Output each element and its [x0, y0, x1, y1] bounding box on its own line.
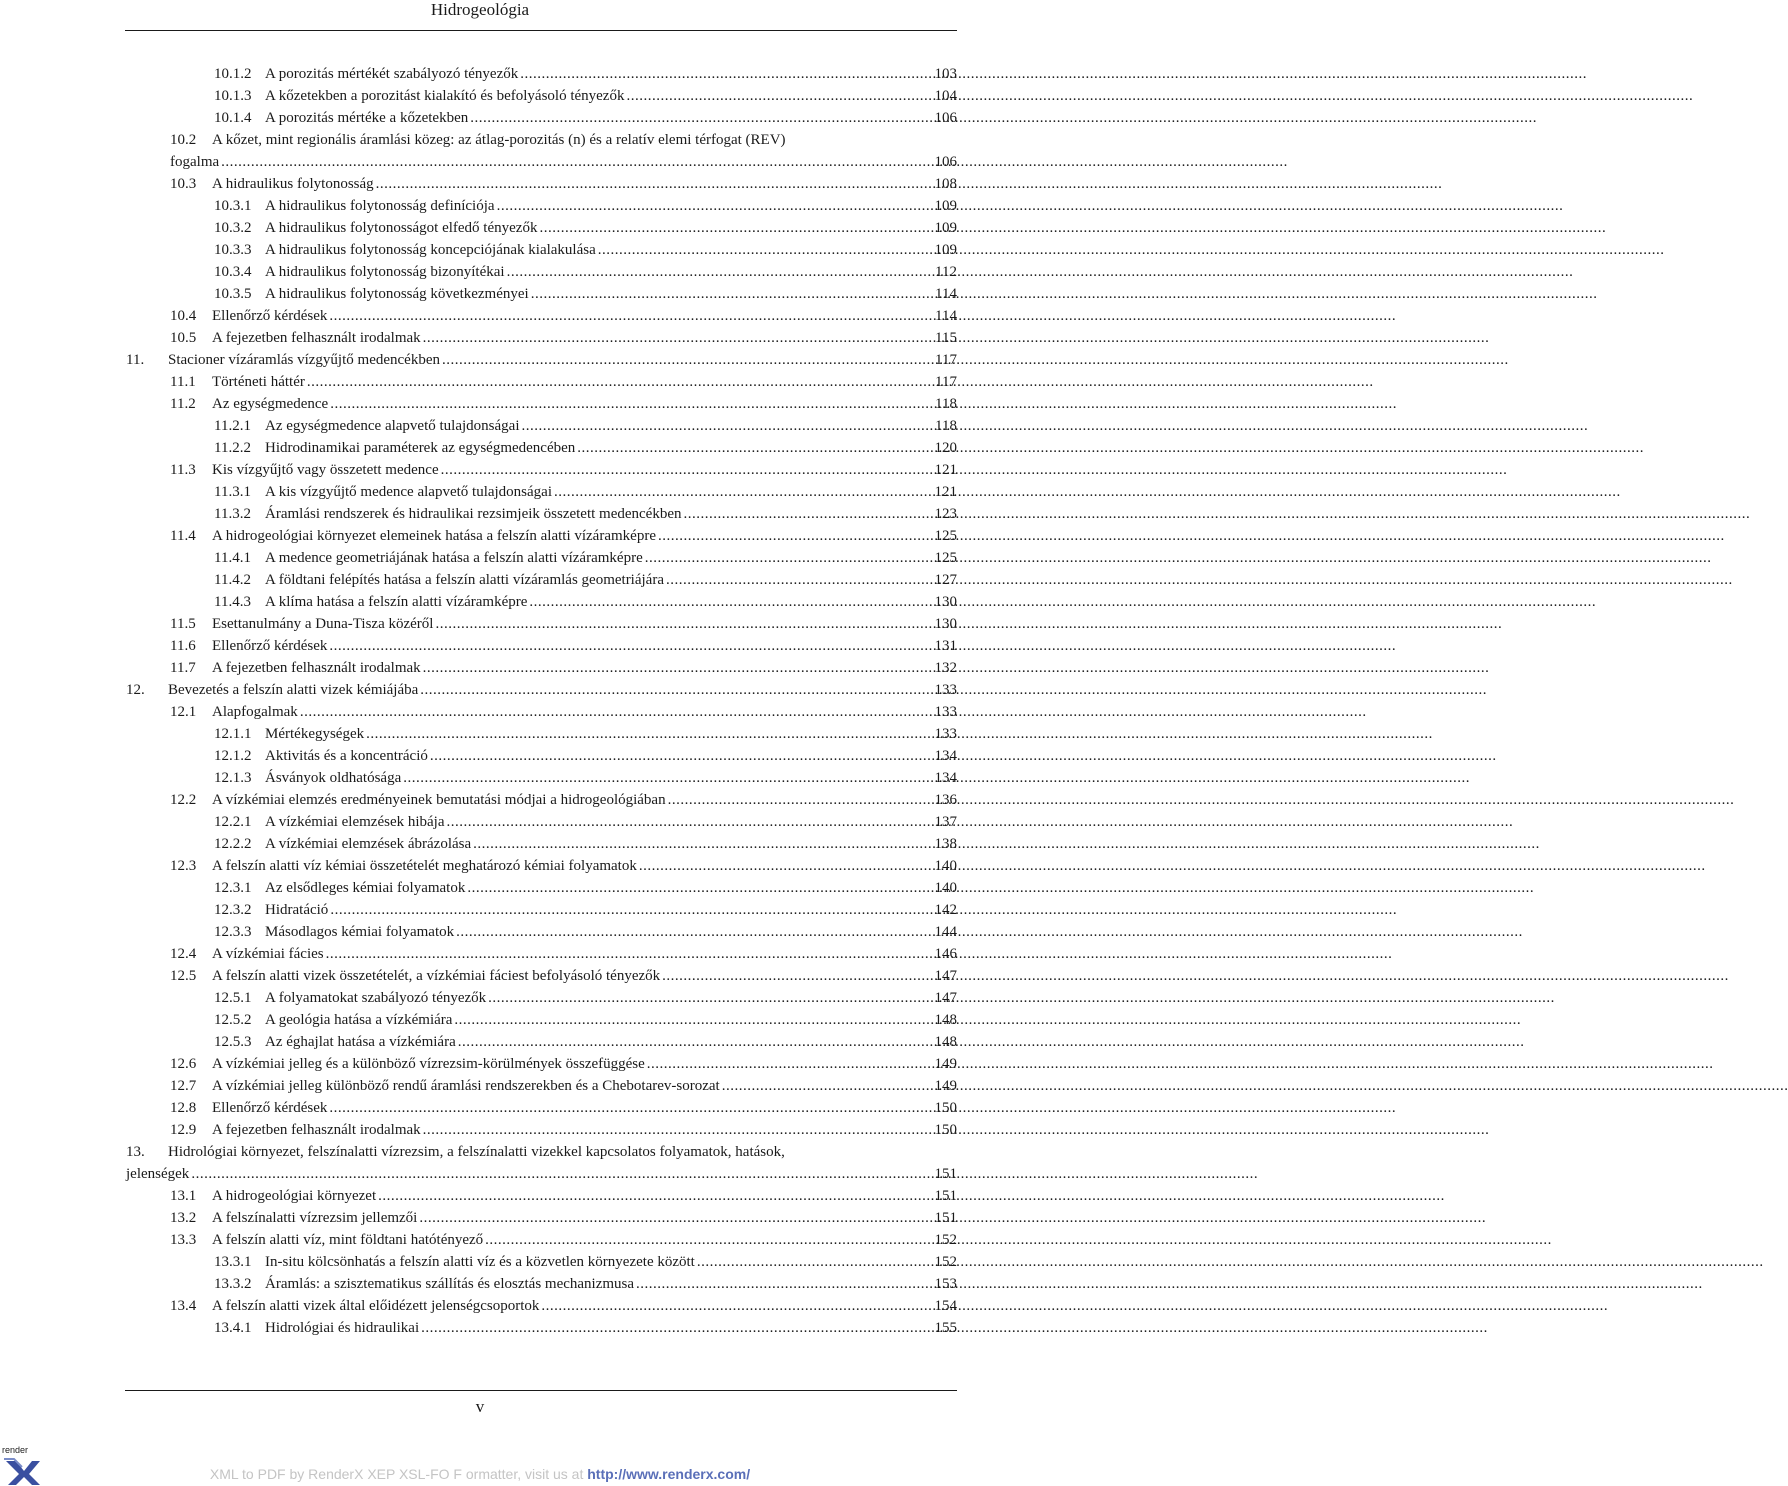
toc-dot-leader	[539, 217, 931, 239]
toc-entry-title: A fejezetben felhasznált irodalmak	[212, 660, 421, 676]
toc-entry-number: 10.3.1	[214, 198, 252, 214]
toc-entry[interactable]	[170, 327, 957, 349]
toc-entry-title: Bevezetés a felszín alatti vizek kémiájába	[168, 682, 419, 698]
toc-entry-number: 12.1.3	[214, 770, 252, 786]
toc-entry-first-line[interactable]	[126, 1141, 785, 1163]
toc-entry[interactable]	[214, 767, 957, 789]
toc-entry-title: Hidrológiai és hidraulikai	[265, 1320, 420, 1336]
toc-dot-leader	[366, 723, 931, 745]
toc-entry-number: 10.1.2	[214, 66, 252, 82]
toc-entry-page: 133	[934, 726, 957, 742]
toc-entry-page: 114	[935, 308, 957, 324]
toc-dot-leader	[329, 305, 931, 327]
toc-entry-number: 12.5.1	[214, 990, 252, 1006]
toc-entry[interactable]	[170, 855, 957, 877]
toc-entry[interactable]	[214, 63, 957, 85]
toc-dot-leader	[485, 1229, 931, 1251]
toc-entry[interactable]	[214, 1031, 957, 1053]
footer-rule	[125, 1390, 957, 1391]
toc-entry-title: Ellenőrző kérdések	[212, 638, 328, 654]
toc-entry-number: 10.3.2	[214, 220, 252, 236]
toc-entry-number: 11.2.2	[214, 440, 251, 456]
toc-entry-title: Az egységmedence alapvető tulajdonságai	[265, 418, 520, 434]
toc-entry-page: 131	[934, 638, 957, 654]
toc-entry-title: Aktivitás és a koncentráció	[265, 748, 428, 764]
toc-dot-leader	[598, 239, 931, 261]
toc-entry-number: 11.	[126, 352, 145, 368]
toc-entry-title: A medence geometriájának hatása a felszín alatti vízáramképre	[265, 550, 643, 566]
toc-entry[interactable]	[214, 833, 957, 855]
toc-entry-title: Áramlás: a szisztematikus szállítás és elosztás mechanizmusa	[265, 1276, 635, 1292]
toc-entry[interactable]	[214, 239, 957, 261]
toc-dot-leader	[636, 1273, 931, 1295]
toc-entry-continuation[interactable]	[126, 1163, 957, 1185]
toc-dot-leader	[456, 921, 931, 943]
toc-entry[interactable]	[214, 107, 957, 129]
toc-entry[interactable]	[214, 437, 957, 459]
toc-entry-page: 106	[934, 110, 957, 126]
toc-dot-leader	[378, 1185, 931, 1207]
toc-dot-leader	[430, 745, 931, 767]
toc-entry-number: 12.7	[170, 1078, 197, 1094]
toc-entry-title: A fejezetben felhasznált irodalmak	[212, 330, 421, 346]
toc-entry[interactable]	[170, 1295, 957, 1317]
toc-entry[interactable]	[170, 657, 957, 679]
toc-entry-number: 12.2.1	[214, 814, 252, 830]
toc-entry-page: 147	[934, 968, 957, 984]
toc-entry-title: Stacioner vízáramlás vízgyűjtő medencékben	[168, 352, 440, 368]
toc-entry-number: 10.1.3	[214, 88, 252, 104]
toc-dot-leader	[191, 1163, 931, 1185]
toc-entry-page: 130	[934, 594, 957, 610]
toc-entry-number: 13.1	[170, 1188, 197, 1204]
toc-entry-page: 133	[934, 682, 957, 698]
toc-dot-leader	[329, 1097, 931, 1119]
toc-entry-number: 13.3.2	[214, 1276, 252, 1292]
toc-entry-page: 109	[934, 242, 957, 258]
toc-entry-title: Alapfogalmak	[212, 704, 298, 720]
toc-entry-title: A felszínalatti vízrezsim jellemzői	[212, 1210, 418, 1226]
toc-entry-title: A felszín alatti víz kémiai összetételét meghatározó kémiai folyamatok	[212, 858, 637, 874]
toc-entry-page: 151	[934, 1210, 957, 1226]
toc-dot-leader	[458, 1031, 931, 1053]
toc-entry-page: 120	[934, 440, 957, 456]
toc-entry-page: 117	[935, 352, 957, 368]
toc-entry-number: 11.3	[170, 462, 196, 478]
toc-dot-leader	[300, 701, 931, 723]
toc-entry-title: A hidraulikus folytonosság koncepciójának kialakulása	[265, 242, 596, 258]
toc-entry-page: 123	[934, 506, 957, 522]
toc-entry-page: 125	[934, 528, 957, 544]
toc-dot-leader	[647, 1053, 931, 1075]
toc-entry-title: A porozitás mértéke a kőzetekben	[265, 110, 469, 126]
toc-entry-page: 115	[935, 330, 957, 346]
toc-entry-page: 134	[934, 770, 957, 786]
toc-entry[interactable]	[170, 1119, 957, 1141]
toc-entry-page: 151	[934, 1166, 957, 1182]
toc-dot-leader	[488, 987, 931, 1009]
toc-entry-title: A vízkémiai elemzések hibája	[265, 814, 445, 830]
toc-entry-page: 150	[934, 1100, 957, 1116]
footer-text: XML to PDF by RenderX XEP XSL-FO F ormatter, visit us at	[209, 1466, 588, 1482]
toc-entry-title: A hidrogeológiai környezet	[212, 1188, 377, 1204]
toc-dot-leader	[307, 371, 931, 393]
toc-entry-number: 10.3.4	[214, 264, 252, 280]
toc-entry-page: 152	[934, 1232, 957, 1248]
toc-dot-leader	[421, 1317, 931, 1339]
toc-entry-number: 12.2.2	[214, 836, 252, 852]
toc-entry[interactable]	[170, 173, 957, 195]
toc-dot-leader	[470, 107, 931, 129]
toc-dot-leader	[330, 393, 931, 415]
toc-dot-leader	[662, 965, 931, 987]
toc-dot-leader	[420, 679, 931, 701]
toc-entry-number: 12.1.1	[214, 726, 252, 742]
toc-entry-title: A hidraulikus folytonosság bizonyítékai	[265, 264, 505, 280]
toc-entry-title: A hidraulikus folytonosság definíciója	[265, 198, 495, 214]
toc-dot-leader	[666, 569, 931, 591]
toc-entry-title: Hidratáció	[265, 902, 329, 918]
toc-dot-leader	[442, 349, 931, 371]
toc-entry[interactable]	[214, 283, 957, 305]
toc-entry-title: A hidraulikus folytonosságot elfedő tényezők	[265, 220, 538, 236]
toc-entry[interactable]	[170, 459, 957, 481]
toc-entry[interactable]	[214, 85, 957, 107]
toc-dot-leader	[577, 437, 931, 459]
toc-entry-page: 118	[935, 396, 957, 412]
toc-entry-number: 13.3	[170, 1232, 197, 1248]
toc-entry[interactable]	[170, 1207, 957, 1229]
toc-entry-number: 13.4.1	[214, 1320, 252, 1336]
toc-entry-page: 147	[934, 990, 957, 1006]
toc-entry[interactable]	[170, 789, 957, 811]
toc-entry-title: Az elsődleges kémiai folyamatok	[265, 880, 466, 896]
toc-entry-page: 106	[934, 154, 957, 170]
toc-entry-page: 133	[934, 704, 957, 720]
toc-entry[interactable]	[170, 965, 957, 987]
toc-entry-title-continued: fogalma	[170, 154, 220, 170]
toc-entry[interactable]	[170, 701, 957, 723]
toc-entry[interactable]	[214, 217, 957, 239]
toc-entry-number: 10.3.3	[214, 242, 252, 258]
toc-entry-title: In-situ kölcsönhatás a felszín alatti víz és a közvetlen környezete között	[265, 1254, 695, 1270]
toc-entry-page: 138	[934, 836, 957, 852]
toc-entry[interactable]	[214, 1251, 957, 1273]
toc-entry-title: Ellenőrző kérdések	[212, 1100, 328, 1116]
toc-dot-leader	[554, 481, 931, 503]
toc-dot-leader	[639, 855, 931, 877]
toc-entry[interactable]	[170, 1053, 957, 1075]
toc-entry-title: A vízkémiai fácies	[212, 946, 324, 962]
toc-entry-first-line[interactable]	[170, 129, 786, 151]
toc-entry-page: 109	[934, 198, 957, 214]
toc-entry-number: 11.7	[170, 660, 196, 676]
toc-entry[interactable]	[170, 525, 957, 547]
toc-entry[interactable]	[214, 921, 957, 943]
generator-footer	[0, 1466, 960, 1482]
toc-entry-title: A vízkémiai jelleg különböző rendű áramlási rendszerekben és a Chebotarev-sorozat	[212, 1078, 720, 1094]
toc-entry-number: 11.4.2	[214, 572, 251, 588]
toc-entry-number: 12.1	[170, 704, 197, 720]
toc-entry-number: 13.	[126, 1144, 145, 1160]
toc-entry-title: A kőzetekben a porozitást kialakító és befolyásoló tényezők	[265, 88, 625, 104]
toc-dot-leader	[541, 1295, 931, 1317]
toc-entry-number: 12.3.3	[214, 924, 252, 940]
toc-entry-title: A felszín alatti vizek összetételét, a vízkémiai fáciest befolyásoló tényezők	[212, 968, 661, 984]
toc-entry[interactable]	[214, 415, 957, 437]
toc-entry-page: 142	[934, 902, 957, 918]
toc-dot-leader	[419, 1207, 931, 1229]
toc-entry-title: Másodlagos kémiai folyamatok	[265, 924, 455, 940]
toc-entry-page: 136	[934, 792, 957, 808]
toc-entry-title: Esettanulmány a Duna-Tisza közéről	[212, 616, 434, 632]
toc-entry[interactable]	[214, 503, 957, 525]
toc-dot-leader	[668, 789, 931, 811]
toc-dot-leader	[529, 591, 931, 613]
toc-entry-number: 12.3.1	[214, 880, 252, 896]
toc-entry[interactable]	[170, 393, 957, 415]
toc-entry-number: 11.2	[170, 396, 196, 412]
toc-entry-number: 12.5.3	[214, 1034, 252, 1050]
toc-entry-number: 10.2	[170, 132, 197, 148]
toc-entry-title: Kis vízgyűjtő vagy összetett medence	[212, 462, 439, 478]
toc-entry[interactable]	[170, 943, 957, 965]
toc-entry-title: A folyamatokat szabályozó tényezők	[265, 990, 487, 1006]
toc-entry-page: 104	[934, 88, 957, 104]
toc-dot-leader	[441, 459, 931, 481]
toc-dot-leader	[435, 613, 931, 635]
toc-entry-number: 13.2	[170, 1210, 197, 1226]
toc-entry-number: 12.3.2	[214, 902, 252, 918]
toc-entry-title: A kőzet, mint regionális áramlási közeg: az átlag-porozitás (n) és a relatív elemi térfogat (REV)	[212, 132, 786, 148]
toc-entry-page: 125	[934, 550, 957, 566]
toc-entry[interactable]	[214, 481, 957, 503]
toc-dot-leader	[722, 1075, 931, 1097]
toc-entry-number: 12.5.2	[214, 1012, 252, 1028]
toc-entry-number: 13.3.1	[214, 1254, 252, 1270]
toc-dot-leader	[507, 261, 931, 283]
toc-entry-page: 150	[934, 1122, 957, 1138]
toc-dot-leader	[423, 657, 931, 679]
toc-entry-page: 108	[934, 176, 957, 192]
toc-entry-title: A felszín alatti víz, mint földtani hatótényező	[212, 1232, 484, 1248]
toc-entry-number: 11.4	[170, 528, 196, 544]
toc-dot-leader	[473, 833, 931, 855]
toc-entry-page: 152	[934, 1254, 957, 1270]
toc-entry-page: 112	[935, 264, 957, 280]
toc-entry-title: Ásványok oldhatósága	[265, 770, 402, 786]
toc-entry-title-continued: jelenségek	[126, 1166, 190, 1182]
toc-entry-number: 12.1.2	[214, 748, 252, 764]
toc-dot-leader	[626, 85, 931, 107]
toc-entry-title: Mértékegységek	[265, 726, 365, 742]
toc-entry[interactable]	[214, 591, 957, 613]
toc-dot-leader	[684, 503, 932, 525]
toc-entry-title: A porozitás mértékét szabályozó tényezők	[265, 66, 519, 82]
toc-entry-page: 137	[934, 814, 957, 830]
toc-dot-leader	[376, 173, 931, 195]
toc-entry-page: 117	[935, 374, 957, 390]
toc-entry-page: 149	[934, 1078, 957, 1094]
page-number: v	[475, 1397, 485, 1416]
footer-url-link[interactable]: http://www.renderx.com/	[587, 1466, 751, 1482]
toc-entry-page: 149	[934, 1056, 957, 1072]
toc-entry-title: A vízkémiai elemzés eredményeinek bemutatási módjai a hidrogeológiában	[212, 792, 666, 808]
toc-entry[interactable]	[214, 745, 957, 767]
toc-entry[interactable]	[214, 899, 957, 921]
toc-entry[interactable]	[214, 261, 957, 283]
toc-entry-page: 153	[934, 1276, 957, 1292]
toc-entry-page: 155	[934, 1320, 957, 1336]
toc-dot-leader	[221, 151, 931, 173]
toc-entry[interactable]	[170, 613, 957, 635]
toc-entry[interactable]	[170, 1075, 957, 1097]
toc-entry-page: 114	[935, 286, 957, 302]
toc-entry-page: 154	[934, 1298, 957, 1314]
toc-entry-page: 109	[934, 220, 957, 236]
toc-entry-title: Áramlási rendszerek és hidraulikai rezsimjeik összetett medencékben	[265, 506, 682, 522]
toc-entry[interactable]	[214, 1273, 957, 1295]
toc-dot-leader	[645, 547, 931, 569]
toc-dot-leader	[403, 767, 931, 789]
toc-dot-leader	[454, 1009, 931, 1031]
toc-entry-title: A geológia hatása a vízkémiára	[265, 1012, 453, 1028]
toc-dot-leader	[423, 327, 931, 349]
toc-entry-number: 11.6	[170, 638, 196, 654]
toc-entry-title: A vízkémiai jelleg és a különböző vízrezsim-körülmények összefüggése	[212, 1056, 645, 1072]
toc-dot-leader	[658, 525, 931, 547]
toc-entry-title: A felszín alatti vizek által előidézett jelenségcsoportok	[212, 1298, 540, 1314]
toc-dot-leader	[329, 635, 931, 657]
toc-entry-page: 140	[934, 858, 957, 874]
toc-entry[interactable]	[214, 1009, 957, 1031]
toc-entry[interactable]	[214, 547, 957, 569]
toc-dot-leader	[521, 415, 931, 437]
toc-dot-leader	[330, 899, 931, 921]
toc-entry-title: A fejezetben felhasznált irodalmak	[212, 1122, 421, 1138]
toc-entry[interactable]	[214, 723, 957, 745]
toc-entry-page: 140	[934, 880, 957, 896]
toc-entry-page: 148	[934, 1012, 957, 1028]
toc-entry-number: 11.3.1	[214, 484, 251, 500]
toc-entry-title: Hidrológiai környezet, felszínalatti vízrezsim, a felszínalatti vizekkel kapcsolatos folyamatok, hatások,	[168, 1144, 785, 1160]
toc-dot-leader	[326, 943, 931, 965]
toc-entry-page: 134	[934, 748, 957, 764]
toc-entry-title: A vízkémiai elemzések ábrázolása	[265, 836, 472, 852]
toc-entry[interactable]	[214, 569, 957, 591]
toc-entry-continuation[interactable]	[170, 151, 957, 173]
toc-dot-leader	[497, 195, 931, 217]
toc-entry-number: 12.3	[170, 858, 197, 874]
running-header: Hidrogeológia	[430, 0, 530, 19]
toc-entry[interactable]	[126, 349, 957, 371]
toc-entry-title: A hidrogeológiai környezet elemeinek hatása a felszín alatti vízáramképre	[212, 528, 656, 544]
toc-entry-title: A kis vízgyűjtő medence alapvető tulajdonságai	[265, 484, 553, 500]
toc-entry[interactable]	[170, 371, 957, 393]
toc-entry-title: Ellenőrző kérdések	[212, 308, 328, 324]
toc-entry[interactable]	[214, 195, 957, 217]
toc-entry[interactable]	[170, 635, 957, 657]
toc-entry-title: Történeti háttér	[212, 374, 305, 390]
toc-entry-number: 12.9	[170, 1122, 197, 1138]
toc-entry[interactable]	[170, 305, 957, 327]
toc-entry-number: 11.2.1	[214, 418, 251, 434]
toc-entry-number: 10.1.4	[214, 110, 252, 126]
toc-dot-leader	[423, 1119, 931, 1141]
toc-entry-number: 12.	[126, 682, 145, 698]
toc-dot-leader	[531, 283, 931, 305]
toc-entry-title: Az éghajlat hatása a vízkémiára	[265, 1034, 456, 1050]
toc-entry-page: 127	[934, 572, 957, 588]
toc-entry-number: 12.4	[170, 946, 197, 962]
toc-entry-number: 13.4	[170, 1298, 197, 1314]
toc-entry-number: 12.2	[170, 792, 197, 808]
toc-entry-title: A hidraulikus folytonosság következményei	[265, 286, 529, 302]
toc-entry-number: 12.8	[170, 1100, 197, 1116]
toc-entry-page: 130	[934, 616, 957, 632]
toc-entry-page: 118	[935, 418, 957, 434]
toc-entry-page: 148	[934, 1034, 957, 1050]
toc-entry-title: Az egységmedence	[212, 396, 329, 412]
toc-entry-page: 144	[934, 924, 957, 940]
toc-entry-number: 10.4	[170, 308, 197, 324]
toc-entry[interactable]	[170, 1185, 957, 1207]
toc-entry-number: 11.1	[170, 374, 196, 390]
toc-entry[interactable]	[170, 1229, 957, 1251]
toc-entry[interactable]	[170, 1097, 957, 1119]
toc-entry-title: A klíma hatása a felszín alatti vízáramképre	[265, 594, 528, 610]
toc-entry-page: 151	[934, 1188, 957, 1204]
toc-entry-title: A hidraulikus folytonosság	[212, 176, 374, 192]
toc-entry-title: A földtani felépítés hatása a felszín alatti vízáramlás geometriájára	[265, 572, 664, 588]
toc-entry-title: Hidrodinamikai paraméterek az egységmedencében	[265, 440, 576, 456]
toc-dot-leader	[697, 1251, 931, 1273]
toc-entry-page: 121	[934, 462, 957, 478]
toc-entry-number: 12.6	[170, 1056, 197, 1072]
toc-dot-leader	[520, 63, 931, 85]
toc-entry[interactable]	[214, 1317, 957, 1339]
toc-entry[interactable]	[126, 679, 957, 701]
toc-entry-page: 132	[934, 660, 957, 676]
toc-entry[interactable]	[214, 987, 957, 1009]
toc-entry-number: 11.5	[170, 616, 196, 632]
logo-text: render	[2, 1445, 29, 1455]
toc-dot-leader	[447, 811, 931, 833]
toc-entry-number: 10.5	[170, 330, 197, 346]
toc-dot-leader	[467, 877, 931, 899]
toc-entry-number: 10.3.5	[214, 286, 252, 302]
toc-entry-number: 11.3.2	[214, 506, 251, 522]
header-rule	[125, 30, 957, 31]
toc-entry[interactable]	[214, 877, 957, 899]
toc-entry[interactable]	[214, 811, 957, 833]
toc-entry-number: 10.3	[170, 176, 197, 192]
toc-entry-page: 103	[934, 66, 957, 82]
toc-entry-number: 11.4.3	[214, 594, 251, 610]
toc-entry-number: 12.5	[170, 968, 197, 984]
toc-entry-page: 121	[934, 484, 957, 500]
toc-entry-page: 146	[934, 946, 957, 962]
toc-entry-number: 11.4.1	[214, 550, 251, 566]
